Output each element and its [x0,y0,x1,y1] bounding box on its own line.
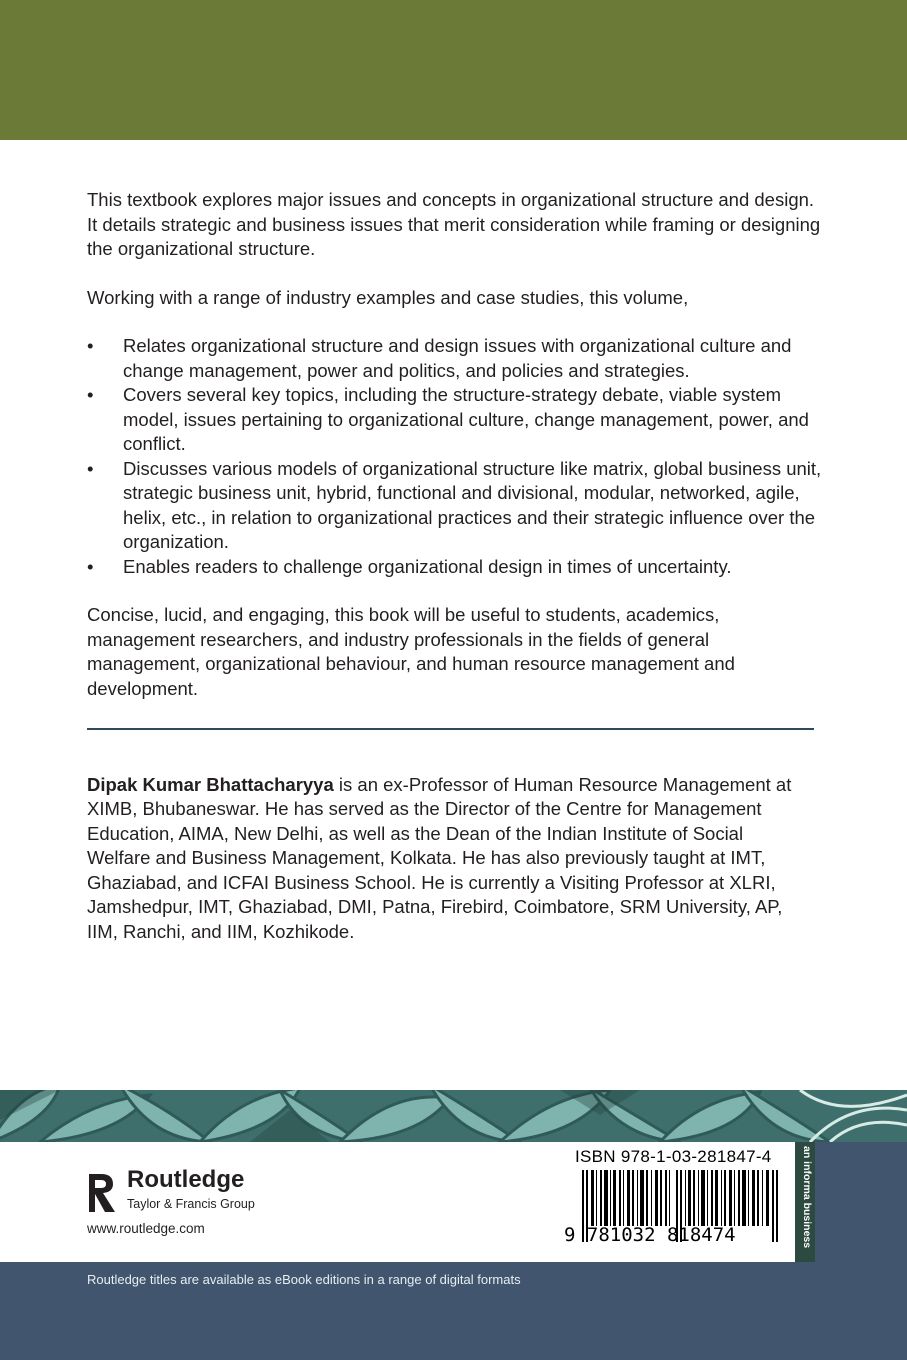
informa-label: an informa business [801,1146,813,1249]
footer-note: Routledge titles are available as eBook editions in a range of digital formats [87,1272,521,1287]
book-description: This textbook explores major issues and concepts in organizational structure and design. It details strategic and business issues that merit consideration while framing or designing the organizational structure. [87,189,821,259]
list-item-text: Relates organizational structure and design issues with organizational culture and change management, power and politics, and policies and strategies. [123,335,792,381]
list-item-text: Covers several key topics, including the structure-strategy debate, viable system model, issues pertaining to organizational culture, change management, power, and conflict. [123,384,809,454]
feature-list [87,334,827,579]
leaf-pattern [0,1090,907,1142]
bullet-marker: • [87,457,94,479]
author-bio-text: is an ex-Professor of Human Resource Management at XIMB, Bhubaneswar. He has served as the Director of the Centre for Management Education, AIMA, New Delhi, as well as the Dean of the Indian Institute of Social Welfare and Business Management, Kolkata. He has also previously taught at IMT, Ghaziabad, and ICFAI Business School. He is currently a Visiting Professor at XLRI, Jamshedpur, IMT, Ghaziabad, DMI, Patna, Firebird, Coimbatore, SRM University, AP, IIM, Ranchi, and IIM, Kozhikode. [87,773,792,942]
publisher-name: Routledge [127,1166,245,1193]
closing-paragraph: Concise, lucid, and engaging, this book will be useful to students, academics, management researchers, and industry professionals in the fields of general management, organizational behaviour, and human resource management and development. [87,604,735,699]
bullet-marker: • [87,555,94,577]
list-item [87,383,827,457]
list-item [87,555,827,580]
right-color-panel [815,1142,907,1262]
publisher-url[interactable]: www.routledge.com [87,1221,205,1236]
leaf-pattern-band [0,1090,907,1142]
section-divider [87,728,814,730]
bullet-marker: • [87,384,94,405]
back-cover-content [87,188,827,701]
list-item-text: Discusses various models of organizational structure like matrix, global business unit, strategic business unit, hybrid, functional and divisional, modular, networked, agile, helix, etc., in relation to organizational practices and their strategic influence over the organization. [123,457,822,552]
intro-line: Working with a range of industry examples and case studies, this volume, [87,286,689,308]
isbn-label: ISBN 978-1-03-281847-4 [575,1147,772,1166]
author-name: Dipak Kumar Bhattacharyya [87,773,334,795]
list-item [87,457,827,555]
author-bio [87,773,807,945]
routledge-logo-icon [85,1168,121,1218]
bullet-marker: • [87,335,94,356]
list-item [87,334,827,383]
publisher-subtitle: Taylor & Francis Group [127,1197,255,1211]
list-item-text: Enables readers to challenge organizational design in times of uncertainty. [123,555,732,577]
barcode-digits: 9 781032 818474 [564,1224,736,1246]
top-color-band [0,0,907,140]
